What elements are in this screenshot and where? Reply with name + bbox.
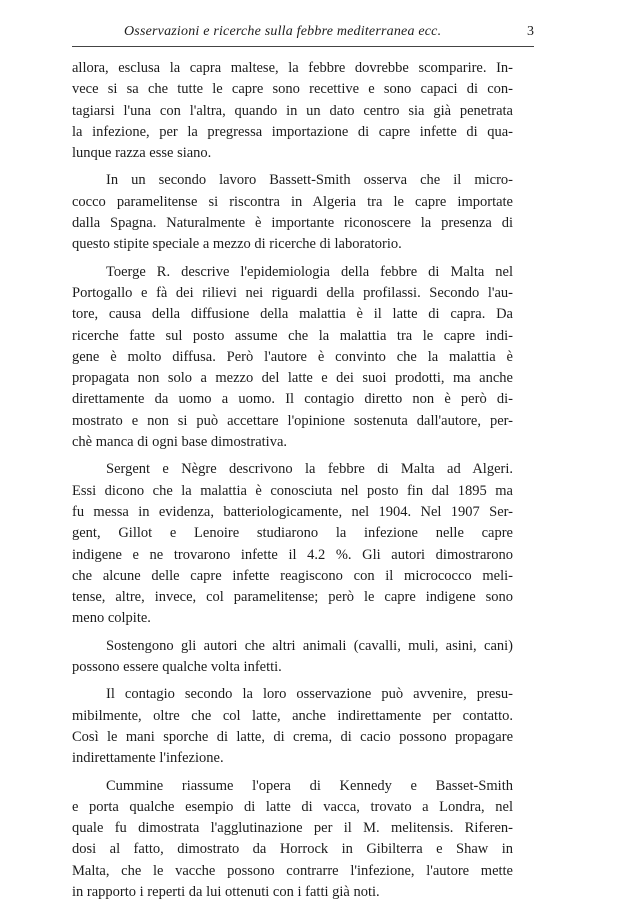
text-line: questo stipite speciale a mezzo di ricerche di laboratorio.	[72, 234, 513, 255]
text-line: Toerge R. descrive l'epidemiologia della febbre di Malta nel	[72, 262, 513, 283]
text-line: mibilmente, oltre che col latte, anche indirettamente per contatto.	[72, 706, 513, 727]
text-line: gene è molto diffusa. Però l'autore è convinto che la malattia è	[72, 347, 513, 368]
running-title: Osservazioni e ricerche sulla febbre mediterranea ecc.	[124, 24, 441, 40]
text-line: tense, altre, invece, col paramelitense; però le capre indigene sono	[72, 587, 513, 608]
text-line: indirettamente l'infezione.	[72, 748, 513, 769]
text-line: possono essere qualche volta infetti.	[72, 657, 513, 678]
text-line: gent, Gillot e Lenoire studiarono la infezione nelle capre	[72, 523, 513, 544]
text-line: dosi al fatto, dimostrato da Horrock in Gibilterra e Shaw in	[72, 839, 513, 860]
paragraph	[72, 170, 513, 255]
text-line: meno colpite.	[72, 608, 513, 629]
text-line: quale fu dimostrata l'agglutinazione per il M. melitensis. Riferen-	[72, 818, 513, 839]
text-line: tore, causa della diffusione della malattia è il latte di capra. Da	[72, 304, 513, 325]
text-line: che alcune delle capre infette reagiscono con il micrococco meli-	[72, 566, 513, 587]
text-line: Sergent e Nègre descrivono la febbre di Malta ad Algeri.	[72, 459, 513, 480]
text-line: Cummine riassume l'opera di Kennedy e Basset-Smith	[72, 776, 513, 797]
text-line: Malta, che le vacche possono contrarre l'infezione, l'autore mette	[72, 861, 513, 882]
text-line: propagata non solo a mezzo del latte e dei suoi prodotti, ma anche	[72, 368, 513, 389]
page-number: 3	[527, 24, 534, 40]
paragraph	[72, 684, 513, 769]
text-line: Così le mani sporche di latte, di crema, di cacio possono propagare	[72, 727, 513, 748]
text-line: chè manca di ogni base dimostrativa.	[72, 432, 513, 453]
running-head	[72, 24, 532, 48]
paragraph	[72, 262, 513, 454]
text-line: ricerche fatte sul posto assume che la malattia tra le capre indi-	[72, 326, 513, 347]
text-line: vece si sa che tutte le capre sono recettive e sono capaci di con-	[72, 79, 513, 100]
text-line: Portogallo e fà dei rilievi nei riguardi della profilassi. Secondo l'au-	[72, 283, 513, 304]
text-line: dalla Spagna. Naturalmente è importante riconoscere la presenza di	[72, 213, 513, 234]
text-line: lunque razza esse siano.	[72, 143, 513, 164]
text-line: fu messa in evidenza, batteriologicamente, nel 1904. Nel 1907 Ser-	[72, 502, 513, 523]
text-line: Il contagio secondo la loro osservazione può avvenire, presu-	[72, 684, 513, 705]
paragraph	[72, 636, 513, 679]
paragraph	[72, 58, 513, 164]
paragraph	[72, 776, 513, 903]
text-line: Sostengono gli autori che altri animali (cavalli, muli, asini, cani)	[72, 636, 513, 657]
text-line: mostrato e non si può accettare l'opinione sostenuta dall'autore, per-	[72, 411, 513, 432]
paragraph	[72, 459, 513, 629]
text-line: Essi dicono che la malattia è conosciuta nel posto fin dal 1895 ma	[72, 481, 513, 502]
text-line: la infezione, per la pregressa importazione di capre infette di qua-	[72, 122, 513, 143]
text-line: In un secondo lavoro Bassett-Smith osserva che il micro-	[72, 170, 513, 191]
text-line: indigene e ne trovarono infette il 4.2 %. Gli autori dimostrarono	[72, 545, 513, 566]
body-text	[72, 58, 513, 903]
text-line: direttamente da uomo a uomo. Il contagio diretto non è però di-	[72, 389, 513, 410]
text-line: allora, esclusa la capra maltese, la febbre dovrebbe scomparire. In-	[72, 58, 513, 79]
text-line: cocco paramelitense si riscontra in Algeria tra le capre importate	[72, 192, 513, 213]
text-line: in rapporto i reperti da lui ottenuti con i fatti già noti.	[72, 882, 513, 903]
text-line: tagiarsi l'una con l'altra, quando in un dato centro sia già penetrata	[72, 101, 513, 122]
text-line: e porta qualche esempio di latte di vacca, trovato a Londra, nel	[72, 797, 513, 818]
header-rule	[72, 46, 534, 47]
